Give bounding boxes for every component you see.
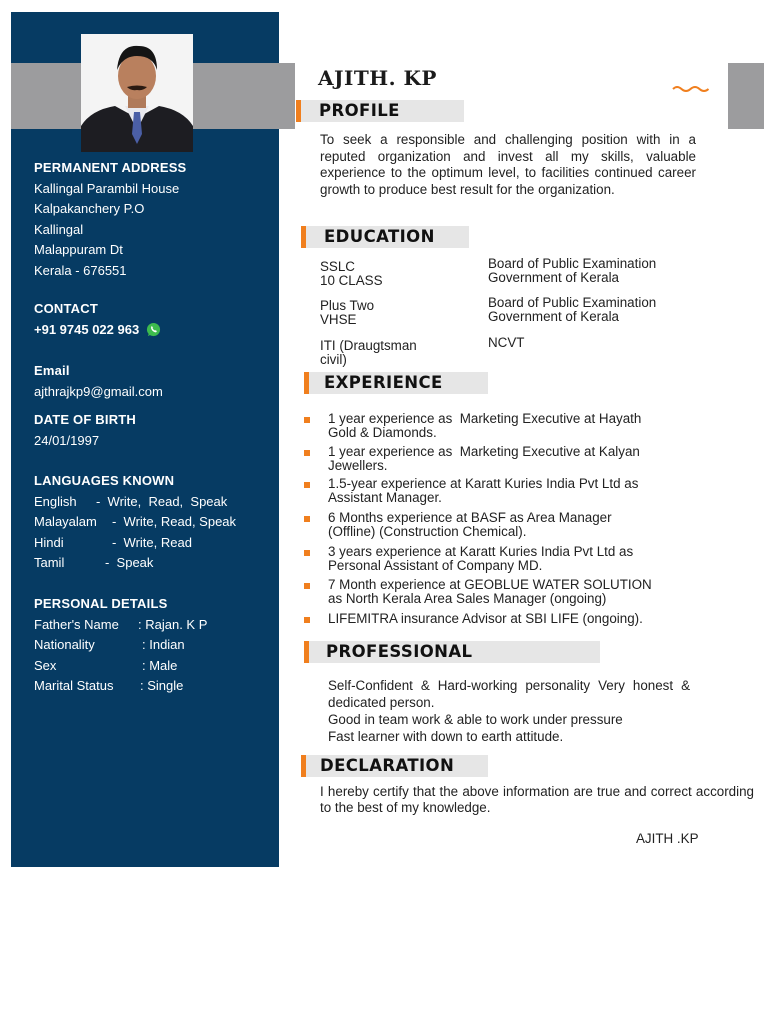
address-section <box>34 158 186 281</box>
email-value[interactable]: ajthrajkp9@gmail.com <box>34 383 163 399</box>
personal-label: Father's Name <box>34 616 119 632</box>
personal-row <box>34 656 264 677</box>
experience-text: 1 year experience as Marketing Executive at Kalyan Jewellers. <box>328 444 640 473</box>
email-heading: Email <box>34 363 70 378</box>
language-row <box>34 533 254 554</box>
languages-heading: LANGUAGES KNOWN <box>34 473 175 488</box>
professional-line: Fast learner with down to earth attitude. <box>328 729 564 744</box>
heading-accent-bar <box>296 100 301 122</box>
education-heading-label: EDUCATION <box>324 227 435 246</box>
declaration-text: I hereby certify that the above information are true and correct according to the best of my knowledge. <box>320 784 754 815</box>
language-row <box>34 553 254 574</box>
professional-heading-label: PROFESSIONAL <box>326 642 473 661</box>
languages-section <box>34 471 254 574</box>
heading-accent-bar <box>304 372 309 394</box>
personal-heading: PERSONAL DETAILS <box>34 596 168 611</box>
address-line: Kalpakanchery P.O <box>34 201 145 216</box>
declaration-heading <box>301 755 488 777</box>
header-band-right <box>728 63 764 129</box>
language-skills: - Write, Read <box>112 534 192 550</box>
bullet-icon <box>304 516 310 522</box>
language-name: Hindi <box>34 534 64 550</box>
signature: AJITH .KP <box>636 831 699 846</box>
personal-value: : Single <box>140 678 184 693</box>
experience-text: 3 years experience at Karatt Kuries India Pvt Ltd as Personal Assistant of Company MD. <box>328 544 634 573</box>
dob-heading: DATE OF BIRTH <box>34 412 137 427</box>
language-name: Tamil <box>34 555 65 570</box>
education-course: ITI (Draugtsman civil) <box>320 338 417 367</box>
address-line: Kallingal Parambil House <box>34 180 180 196</box>
address-line: Kerala - 676551 <box>34 262 127 278</box>
language-name: English <box>34 493 77 509</box>
language-name: Malayalam <box>34 514 97 529</box>
personal-label: Sex <box>34 657 57 673</box>
education-board: NCVT <box>488 335 525 350</box>
phone-number[interactable]: +91 9745 022 963 <box>34 321 140 337</box>
personal-label: Nationality <box>34 637 95 652</box>
contact-heading: CONTACT <box>34 301 98 316</box>
dob-value: 24/01/1997 <box>34 432 100 448</box>
language-skills: - Speak <box>105 555 154 570</box>
education-board: Board of Public Examination Government of Kerala <box>488 256 657 285</box>
education-course: SSLC 10 CLASS <box>320 259 383 288</box>
language-skills: - Write, Read, Speak <box>96 493 228 509</box>
bullet-icon <box>304 583 310 589</box>
professional-line: Self-Confident & Hard-working personality Very honest & dedicated person. <box>328 678 690 710</box>
person-photo-icon <box>81 34 193 152</box>
personal-label: Marital Status <box>34 678 114 693</box>
experience-heading-label: EXPERIENCE <box>324 373 443 392</box>
experience-text: 6 Months experience at BASF as Area Manager (Offline) (Construction Chemical). <box>328 510 612 539</box>
professional-line: Good in team work & able to work under pressure <box>328 712 623 727</box>
wave-decoration-icon <box>672 84 710 94</box>
personal-row <box>34 635 264 656</box>
address-line: Kallingal <box>34 221 84 237</box>
personal-row <box>34 676 264 697</box>
bullet-icon <box>304 450 310 456</box>
experience-text: 1.5-year experience at Karatt Kuries India Pvt Ltd as Assistant Manager. <box>328 476 639 505</box>
profile-text: To seek a responsible and challenging position with in a reputed organization and invest all my skills, valuable experience to the optimum level, to facilities continued career growth to produce best result for the organization. <box>320 132 696 197</box>
heading-accent-bar <box>304 641 309 663</box>
address-line: Malappuram Dt <box>34 242 123 257</box>
email-section <box>34 361 163 402</box>
education-course: Plus Two VHSE <box>320 298 375 327</box>
experience-text: LIFEMITRA insurance Advisor at SBI LIFE (ongoing). <box>328 611 643 626</box>
bullet-icon <box>304 417 310 423</box>
phone-row <box>34 320 161 344</box>
language-row <box>34 512 254 533</box>
personal-value: : Male <box>142 657 178 673</box>
personal-value: : Indian <box>142 637 185 652</box>
bullet-icon <box>304 617 310 623</box>
bullet-icon <box>304 550 310 556</box>
personal-value: : Rajan. K P <box>138 616 208 632</box>
address-heading: PERMANENT ADDRESS <box>34 160 187 175</box>
whatsapp-icon <box>146 322 161 344</box>
education-board: Board of Public Examination Government of Kerala <box>488 295 657 324</box>
experience-text: 7 Month experience at GEOBLUE WATER SOLUTION as North Kerala Area Sales Manager (ongoing) <box>328 577 652 606</box>
declaration-heading-label: DECLARATION <box>320 756 455 775</box>
experience-heading <box>304 372 488 394</box>
profile-heading-label: PROFILE <box>319 101 400 120</box>
personal-row <box>34 615 264 636</box>
professional-list <box>328 677 690 745</box>
education-heading <box>301 226 469 248</box>
language-row <box>34 492 254 513</box>
personal-section <box>34 594 264 697</box>
candidate-name: AJITH. KP <box>318 66 437 90</box>
dob-section <box>34 410 136 451</box>
experience-text: 1 year experience as Marketing Executive at Hayath Gold & Diamonds. <box>328 411 642 440</box>
profile-photo <box>81 34 193 152</box>
profile-heading <box>296 100 464 122</box>
language-skills: - Write, Read, Speak <box>112 514 237 529</box>
bullet-icon <box>304 482 310 488</box>
contact-section <box>34 299 161 343</box>
professional-heading <box>304 641 600 663</box>
heading-accent-bar <box>301 755 306 777</box>
heading-accent-bar <box>301 226 306 248</box>
